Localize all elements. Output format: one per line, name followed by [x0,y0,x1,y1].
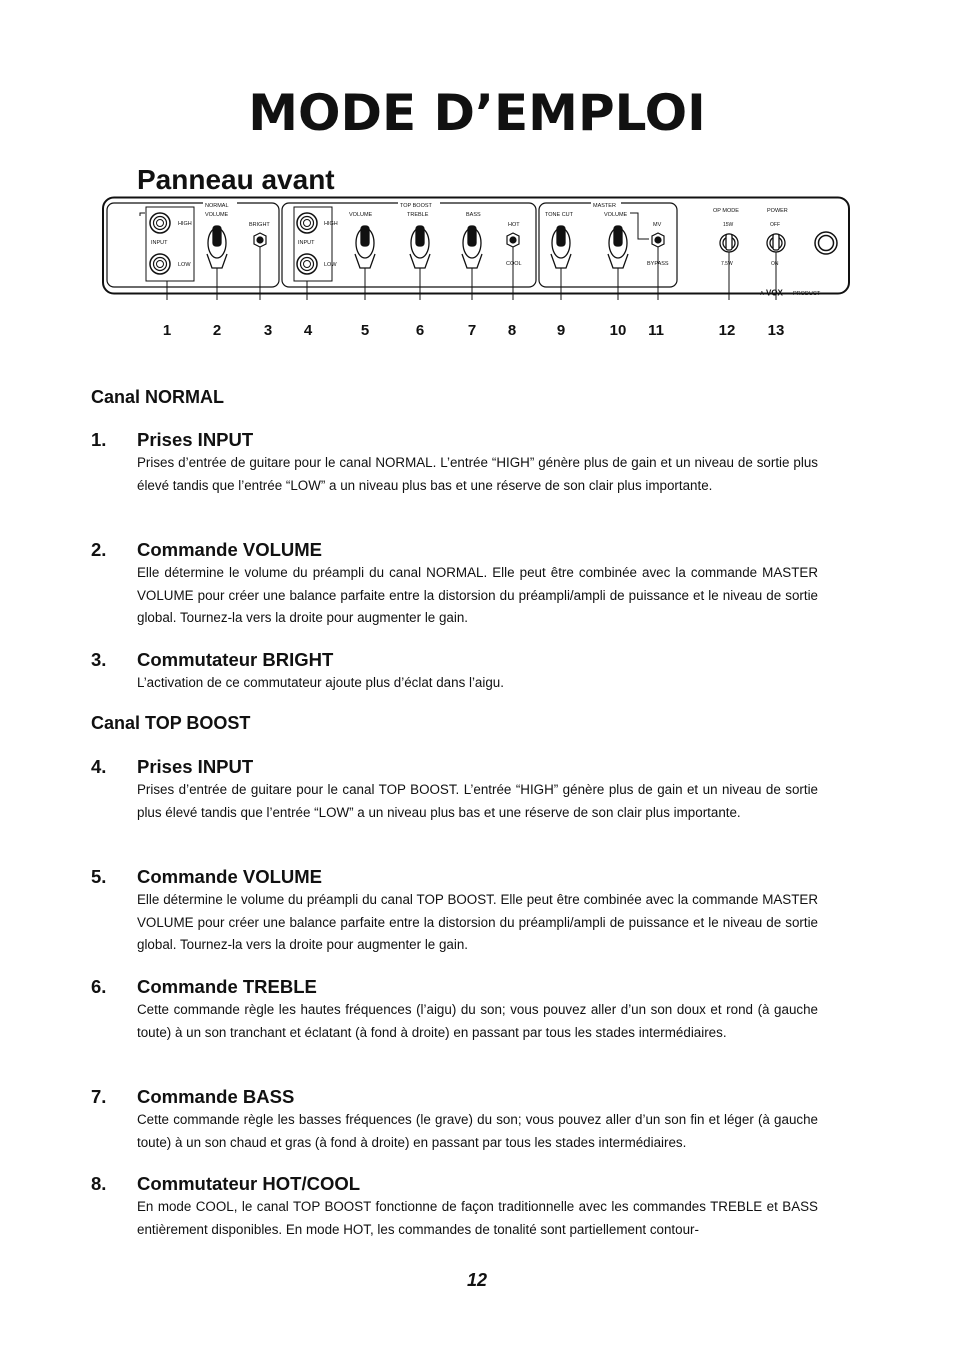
item-heading: Commutateur BRIGHT [137,649,334,670]
label-normal: NORMAL [205,203,229,209]
item-heading: Commande BASS [137,1086,295,1107]
callout-11: 11 [648,322,664,339]
label-15w: 15W [723,222,734,228]
section-canal-top-boost: Canal TOP BOOST [91,713,251,733]
item-heading: Commande TREBLE [137,976,317,997]
item-description: Elle détermine le volume du préampli du canal NORMAL. Elle peut être combinée avec la commande MASTER VOLUME pour créer une balance parfaite entre la distorsion du préampli/ampli de puissance et le niveau de sortie global. Tournez-la vers la droite pour augmenter le gain. [137,565,818,625]
brand-a: A [760,291,764,297]
item-number: 3. [91,649,107,670]
label-tb-input: INPUT [298,240,315,246]
label-bypass: BYPASS [647,261,669,267]
callout-1: 1 [162,322,172,339]
tone-cut-knob[interactable] [551,226,571,268]
label-75w: 7.5W [721,261,733,267]
hot-cool-switch[interactable] [507,233,519,247]
callout-10: 10 [609,322,627,339]
page-title: MODE D’EMPLOI [248,84,706,142]
label-hot: HOT [508,222,520,228]
callout-13: 13 [767,322,785,339]
page-number: 12 [466,1270,488,1290]
label-bass: BASS [466,212,481,218]
item-description: Cette commande règle les hautes fréquences (l’aigu) du son; vous pouvez aller d’un son doux et rond (à gauche toute) à un son tranchant et éclatant (à fond à droite) en passant par tous les stades intermédiaires. [137,1002,818,1040]
callout-4: 4 [303,322,313,339]
callout-6: 6 [415,322,425,339]
item-description: Elle détermine le volume du préampli du canal TOP BOOST. Elle peut être combinée avec la commande MASTER VOLUME pour créer une balance parfaite entre la distorsion du préampli/ampli de puissance et le niveau de sortie global. Tournez-la vers la droite pour augmenter le gain. [137,892,818,952]
brand-vox-logo: VOX [766,288,783,298]
item-number: 6. [91,976,107,997]
item-number: 8. [91,1173,107,1194]
item-number: 2. [91,539,107,560]
label-low: LOW [178,262,191,268]
item-heading: Commande VOLUME [137,539,323,560]
label-off: OFF [770,222,780,228]
section-canal-normal: Canal NORMAL [91,387,225,407]
item-number: 1. [91,429,107,450]
label-power: POWER [767,208,788,214]
bright-switch[interactable] [254,233,266,247]
normal-volume-knob[interactable] [207,226,227,268]
callout-3: 3 [263,322,273,339]
item-heading: Commande VOLUME [137,866,323,887]
label-tb-high: HIGH [324,221,338,227]
treble-knob[interactable] [410,226,430,268]
callout-12: 12 [718,322,736,339]
label-mv: MV [653,222,662,228]
brand-product: PRODUCT [793,291,821,297]
item-number: 7. [91,1086,107,1107]
item-number: 4. [91,756,107,777]
front-panel-diagram [102,196,852,300]
mv-bypass-switch[interactable] [652,233,664,247]
label-on: ON [771,261,779,267]
item-heading: Commutateur HOT/COOL [137,1173,361,1194]
normal-input-high-jack[interactable] [150,213,170,233]
label-master: MASTER [593,203,616,209]
callout-7: 7 [467,322,477,339]
label-top-boost: TOP BOOST [400,203,432,209]
label-cool: COOL [506,261,522,267]
label-tb-volume: VOLUME [349,212,373,218]
label-master-volume: VOLUME [604,212,628,218]
normal-channel-frame [107,203,279,287]
top-boost-input-high-jack[interactable] [297,213,317,233]
item-heading: Prises INPUT [137,756,254,777]
callout-8: 8 [507,322,517,339]
label-high: HIGH [178,221,192,227]
label-input: INPUT [151,240,168,246]
label-treble: TREBLE [407,212,429,218]
label-bright: BRIGHT [249,222,270,228]
label-tb-low: LOW [324,262,337,268]
section-title-front-panel: Panneau avant [137,164,335,195]
master-volume-knob[interactable] [608,226,628,268]
item-description: L’activation de ce commutateur ajoute plus d’éclat dans l’aigu. [137,675,504,690]
label-op-mode: OP MODE [713,208,739,214]
item-description: Prises d’entrée de guitare pour le canal NORMAL. L’entrée “HIGH” génère plus de gain et un niveau de sortie plus élevé tandis que l’entrée “LOW” a un niveau plus bas et une réserve de son clair plus importante. [137,455,818,493]
top-boost-input-low-jack[interactable] [297,254,317,274]
item-description: En mode COOL, le canal TOP BOOST fonctionne de façon traditionnelle avec les commandes TREBLE et BASS entièrement disponibles. En mode HOT, les commandes de tonalité sont partiellement contour- [137,1199,818,1237]
bass-knob[interactable] [462,226,482,268]
item-heading: Prises INPUT [137,429,254,450]
callout-9: 9 [556,322,566,339]
top-boost-volume-knob[interactable] [355,226,375,268]
label-tone-cut: TONE CUT [545,212,574,218]
normal-input-low-jack[interactable] [150,254,170,274]
callout-5: 5 [360,322,370,339]
item-description: Cette commande règle les basses fréquences (le grave) du son; vous pouvez aller d’un son fin et léger (à gauche toute) à un son chaud et gras (à fond à droite) en passant par tous les stades intermédiaires. [137,1112,818,1150]
item-number: 5. [91,866,107,887]
power-lamp [815,232,837,254]
power-toggle[interactable] [767,234,785,252]
label-normal-volume: VOLUME [205,212,229,218]
item-description: Prises d’entrée de guitare pour le canal TOP BOOST. L’entrée “HIGH” génère plus de gain et un niveau de sortie plus élevé tandis que l’entrée “LOW” a un niveau plus bas et une réserve de son clair plus importante. [137,782,818,820]
callout-2: 2 [212,322,222,339]
op-mode-toggle[interactable] [720,234,738,252]
